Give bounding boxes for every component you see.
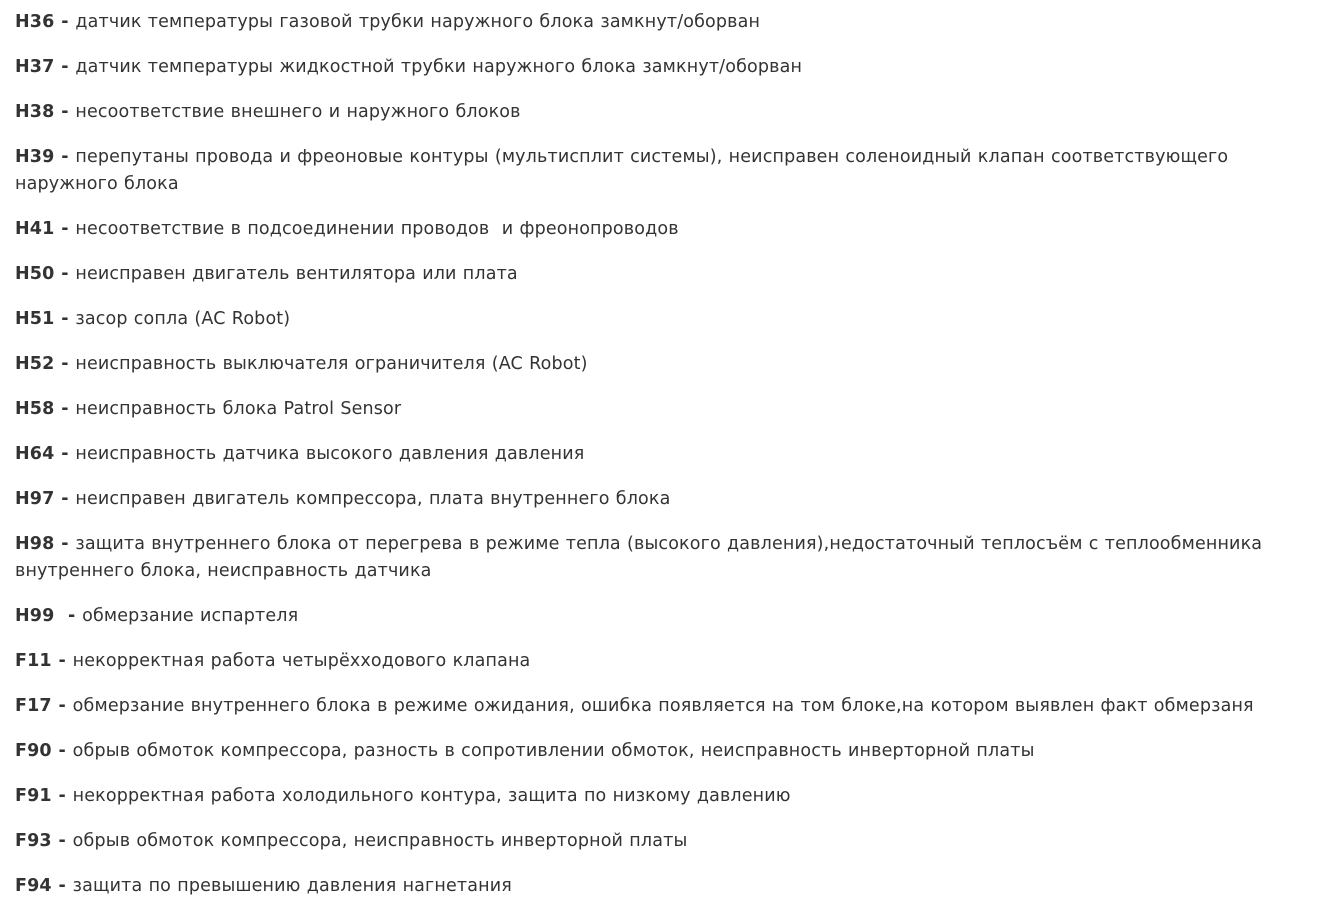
error-entry-h98	[15, 531, 1331, 585]
error-separator: -	[54, 444, 76, 464]
error-description: обмерзание внутреннего блока в режиме ожидания, ошибка появляется на том блоке,на котором выявлен факт обмерзаня	[72, 696, 1254, 716]
error-separator: -	[54, 309, 76, 329]
error-entry-f11	[15, 648, 1331, 675]
error-entry-f90	[15, 738, 1331, 765]
error-separator: -	[54, 354, 76, 374]
error-description: засор сопла (AC Robot)	[75, 309, 291, 329]
error-entry-h52	[15, 351, 1331, 378]
error-separator: -	[51, 741, 73, 761]
error-description: перепутаны провода и фреоновые контуры (мультисплит системы), неисправен соленоидный клапан соответствующего наружного блока	[15, 147, 1229, 194]
error-separator: -	[51, 651, 73, 671]
error-description: неисправен двигатель компрессора, плата внутреннего блока	[75, 489, 671, 509]
error-entry-h64	[15, 441, 1331, 468]
error-description: неисправен двигатель вентилятора или плата	[75, 264, 518, 284]
error-code: H99	[15, 606, 55, 626]
error-code: H64	[15, 444, 55, 464]
error-code: H39	[15, 147, 55, 167]
error-entry-f17	[15, 693, 1331, 720]
error-description: датчик температуры газовой трубки наружного блока замкнут/оборван	[75, 12, 761, 32]
error-code: H97	[15, 489, 55, 509]
error-description: обрыв обмоток компрессора, разность в сопротивлении обмоток, неисправность инверторной платы	[72, 741, 1035, 761]
error-description: некорректная работа холодильного контура, защита по низкому давлению	[72, 786, 791, 806]
error-separator: -	[51, 876, 73, 896]
error-separator: -	[54, 489, 76, 509]
error-code: F94	[15, 876, 52, 896]
error-entry-h36	[15, 9, 1331, 36]
error-entry-f91	[15, 783, 1331, 810]
error-entry-h51	[15, 306, 1331, 333]
error-description: несоответствие в подсоединении проводов и фреонопроводов	[75, 219, 679, 239]
error-entry-h99	[15, 603, 1331, 630]
error-separator: -	[54, 219, 76, 239]
error-entry-f94	[15, 873, 1331, 900]
error-code: H38	[15, 102, 55, 122]
error-code: H36	[15, 12, 55, 32]
error-separator: -	[54, 147, 76, 167]
error-description: обрыв обмоток компрессора, неисправность инверторной платы	[72, 831, 688, 851]
error-entry-h39	[15, 144, 1331, 198]
error-description: защита по превышению давления нагнетания	[72, 876, 512, 896]
error-separator: -	[54, 399, 76, 419]
error-description: датчик температуры жидкостной трубки наружного блока замкнут/оборван	[75, 57, 803, 77]
error-description: некорректная работа четырёхходового клапана	[72, 651, 531, 671]
error-code: F93	[15, 831, 52, 851]
error-separator: -	[51, 696, 73, 716]
error-description: неисправность датчика высокого давления давления	[75, 444, 585, 464]
error-code: F90	[15, 741, 52, 761]
error-entry-h58	[15, 396, 1331, 423]
error-description: обмерзание испартеля	[82, 606, 299, 626]
error-entry-h37	[15, 54, 1331, 81]
error-separator: -	[54, 57, 76, 77]
error-code: H58	[15, 399, 55, 419]
error-entry-h41	[15, 216, 1331, 243]
error-code: H50	[15, 264, 55, 284]
error-description: несоответствие внешнего и наружного блоков	[75, 102, 521, 122]
error-entry-h38	[15, 99, 1331, 126]
error-separator: -	[54, 12, 76, 32]
error-code: F91	[15, 786, 52, 806]
error-separator: -	[51, 831, 73, 851]
error-separator: -	[54, 534, 76, 554]
error-entry-h97	[15, 486, 1331, 513]
error-code: H98	[15, 534, 55, 554]
error-description: неисправность выключателя ограничителя (AC Robot)	[75, 354, 588, 374]
error-code: F17	[15, 696, 52, 716]
error-entry-f93	[15, 828, 1331, 855]
error-entry-h50	[15, 261, 1331, 288]
error-code: H51	[15, 309, 55, 329]
error-separator: -	[54, 606, 83, 626]
error-separator: -	[54, 102, 76, 122]
error-code: H37	[15, 57, 55, 77]
error-description: защита внутреннего блока от перегрева в режиме тепла (высокого давления),недостаточный теплосъём с теплообменника внутреннего блока, неисправность датчика	[15, 534, 1263, 581]
error-code: F11	[15, 651, 52, 671]
error-separator: -	[54, 264, 76, 284]
error-description: неисправность блока Patrol Sensor	[75, 399, 402, 419]
error-code: H52	[15, 354, 55, 374]
error-separator: -	[51, 786, 73, 806]
error-code: H41	[15, 219, 55, 239]
